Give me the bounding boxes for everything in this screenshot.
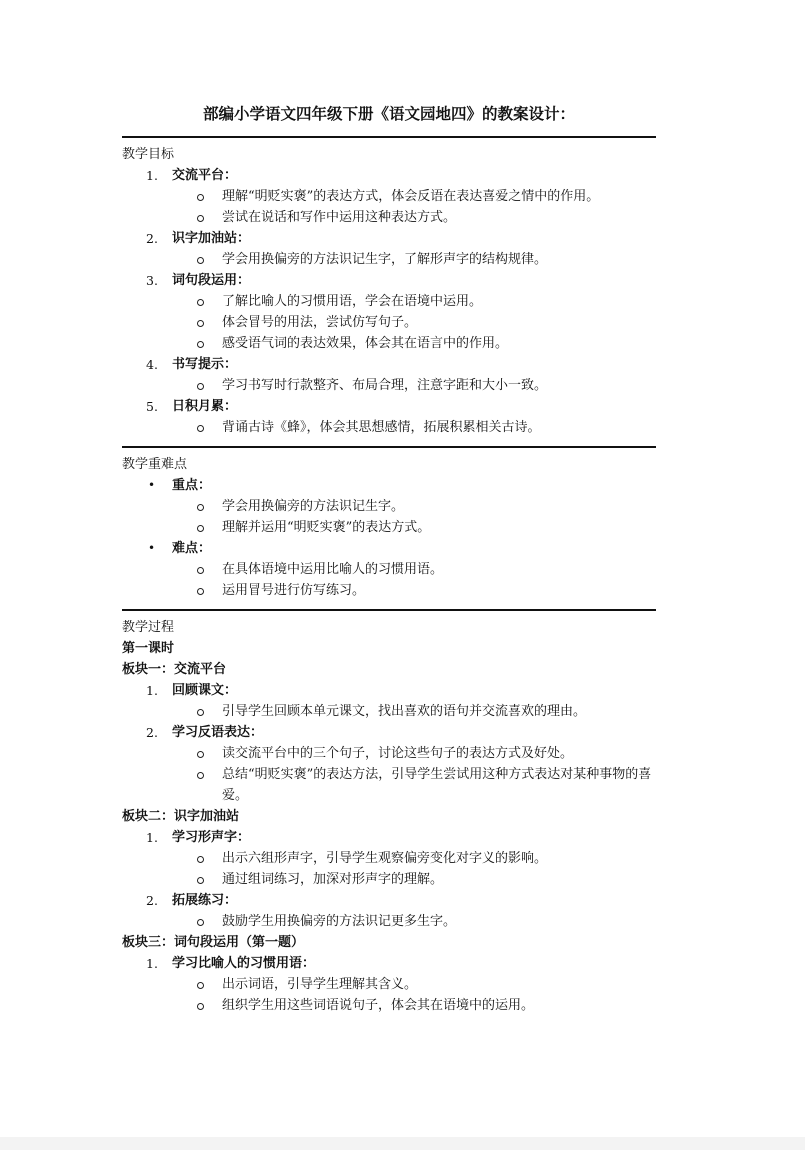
circle-bullet-icon <box>197 982 204 989</box>
circle-bullet-icon <box>197 504 204 511</box>
item-label: 回顾课文： <box>172 683 238 698</box>
keypoint-item <box>122 475 656 496</box>
sub-item-text: 在具体语境中运用比喻人的习惯用语。 <box>222 562 444 577</box>
block-title: 板块二：识字加油站 <box>122 809 240 824</box>
circle-bullet-icon <box>197 856 204 863</box>
sub-item-text: 了解比喻人的习惯用语，学会在语境中运用。 <box>222 294 483 309</box>
process-item <box>122 953 656 974</box>
sub-item-text: 学会用换偏旁的方法识记生字。 <box>222 499 405 514</box>
sub-item-text: 感受语气词的表达效果，体会其在语言中的作用。 <box>222 336 509 351</box>
sub-item-text: 学习书写时行款整齐、布局合理，注意字距和大小一致。 <box>222 378 548 393</box>
item-label: 重点： <box>172 478 212 493</box>
item-label: 日积月累： <box>172 399 238 414</box>
item-label: 学习比喻人的习惯用语： <box>172 956 316 971</box>
circle-bullet-icon <box>197 425 204 432</box>
sub-item-text: 背诵古诗《蜂》，体会其思想感情，拓展积累相关古诗。 <box>222 420 541 435</box>
lesson-heading: 第一课时 <box>122 641 175 656</box>
item-label: 词句段运用： <box>172 273 251 288</box>
bullet-icon: • <box>148 478 156 492</box>
divider <box>122 136 656 138</box>
circle-bullet-icon <box>197 919 204 926</box>
item-label: 学习反语表达： <box>172 725 264 740</box>
goal-item <box>122 165 656 186</box>
section-process <box>122 617 656 1016</box>
sub-item <box>122 375 656 396</box>
sub-item-text: 出示词语，引导学生理解其含义。 <box>222 977 418 992</box>
item-number: 1. <box>146 683 158 698</box>
sub-item-text: 总结“明贬实褒”的表达方法，引导学生尝试用这种方式表达对某种事物的喜爱。 <box>222 767 652 803</box>
circle-bullet-icon <box>197 341 204 348</box>
sub-item <box>122 249 656 270</box>
item-number: 2. <box>146 725 158 740</box>
sub-item <box>122 186 656 207</box>
item-label: 学习形声字： <box>172 830 251 845</box>
sub-item <box>122 417 656 438</box>
sub-item-text: 引导学生回顾本单元课文，找出喜欢的语句并交流喜欢的理由。 <box>222 704 587 719</box>
circle-bullet-icon <box>197 383 204 390</box>
item-number: 1. <box>146 168 158 183</box>
sub-item <box>122 207 656 228</box>
goal-item <box>122 228 656 249</box>
bullet-icon: • <box>148 541 156 555</box>
sub-item-text: 通过组词练习，加深对形声字的理解。 <box>222 872 444 887</box>
block-title: 板块三：词句段运用（第一题） <box>122 935 305 950</box>
goal-item <box>122 270 656 291</box>
circle-bullet-icon <box>197 567 204 574</box>
sub-item-text: 读交流平台中的三个句子，讨论这些句子的表达方式及好处。 <box>222 746 574 761</box>
sub-item-text: 学会用换偏旁的方法识记生字，了解形声字的结构规律。 <box>222 252 548 267</box>
circle-bullet-icon <box>197 320 204 327</box>
sub-item <box>122 580 656 601</box>
sub-item-text: 理解并运用“明贬实褒”的表达方式。 <box>222 520 431 535</box>
circle-bullet-icon <box>197 1003 204 1010</box>
item-number: 4. <box>146 357 158 372</box>
item-number: 2. <box>146 893 158 908</box>
section-keypoints <box>122 454 656 601</box>
sub-item-text: 鼓励学生用换偏旁的方法识记更多生字。 <box>222 914 457 929</box>
item-number: 2. <box>146 231 158 246</box>
document-content <box>122 100 656 1016</box>
goal-item <box>122 396 656 417</box>
sub-item-text: 组织学生用这些词语说句子，体会其在语境中的运用。 <box>222 998 535 1013</box>
sub-item-text: 尝试在说话和写作中运用这种表达方式。 <box>222 210 457 225</box>
sub-item <box>122 701 656 722</box>
section-heading: 教学过程 <box>122 620 175 635</box>
sub-item-text: 出示六组形声字，引导学生观察偏旁变化对字义的影响。 <box>222 851 548 866</box>
circle-bullet-icon <box>197 257 204 264</box>
item-number: 3. <box>146 273 158 288</box>
item-label: 识字加油站： <box>172 231 251 246</box>
section-heading: 教学目标 <box>122 147 175 162</box>
item-label: 拓展练习： <box>172 893 238 908</box>
sub-item <box>122 517 656 538</box>
item-label: 难点： <box>172 541 212 556</box>
sub-item <box>122 743 656 764</box>
section-goals <box>122 144 656 438</box>
process-item <box>122 827 656 848</box>
divider <box>122 609 656 611</box>
divider <box>122 446 656 448</box>
sub-item <box>122 764 656 806</box>
circle-bullet-icon <box>197 194 204 201</box>
sub-item <box>122 496 656 517</box>
sub-item <box>122 848 656 869</box>
circle-bullet-icon <box>197 525 204 532</box>
sub-item <box>122 869 656 890</box>
sub-item <box>122 974 656 995</box>
section-heading: 教学重难点 <box>122 457 188 472</box>
circle-bullet-icon <box>197 772 204 779</box>
goal-item <box>122 354 656 375</box>
block-title: 板块一：交流平台 <box>122 662 227 677</box>
sub-item <box>122 995 656 1016</box>
item-number: 5. <box>146 399 158 414</box>
item-number: 1. <box>146 830 158 845</box>
process-item <box>122 890 656 911</box>
sub-item <box>122 312 656 333</box>
circle-bullet-icon <box>197 877 204 884</box>
circle-bullet-icon <box>197 709 204 716</box>
sub-item <box>122 291 656 312</box>
circle-bullet-icon <box>197 751 204 758</box>
sub-item-text: 体会冒号的用法，尝试仿写句子。 <box>222 315 418 330</box>
circle-bullet-icon <box>197 588 204 595</box>
sub-item <box>122 911 656 932</box>
sub-item-text: 运用冒号进行仿写练习。 <box>222 583 366 598</box>
item-label: 书写提示： <box>172 357 238 372</box>
item-number: 1. <box>146 956 158 971</box>
process-item <box>122 680 656 701</box>
process-item <box>122 722 656 743</box>
circle-bullet-icon <box>197 299 204 306</box>
keypoint-item <box>122 538 656 559</box>
item-label: 交流平台： <box>172 168 238 183</box>
page-title: 部编小学语文四年级下册《语文园地四》的教案设计： <box>202 104 575 123</box>
sub-item-text: 理解“明贬实褒”的表达方式，体会反语在表达喜爱之情中的作用。 <box>222 189 600 204</box>
sub-item <box>122 333 656 354</box>
sub-item <box>122 559 656 580</box>
circle-bullet-icon <box>197 215 204 222</box>
